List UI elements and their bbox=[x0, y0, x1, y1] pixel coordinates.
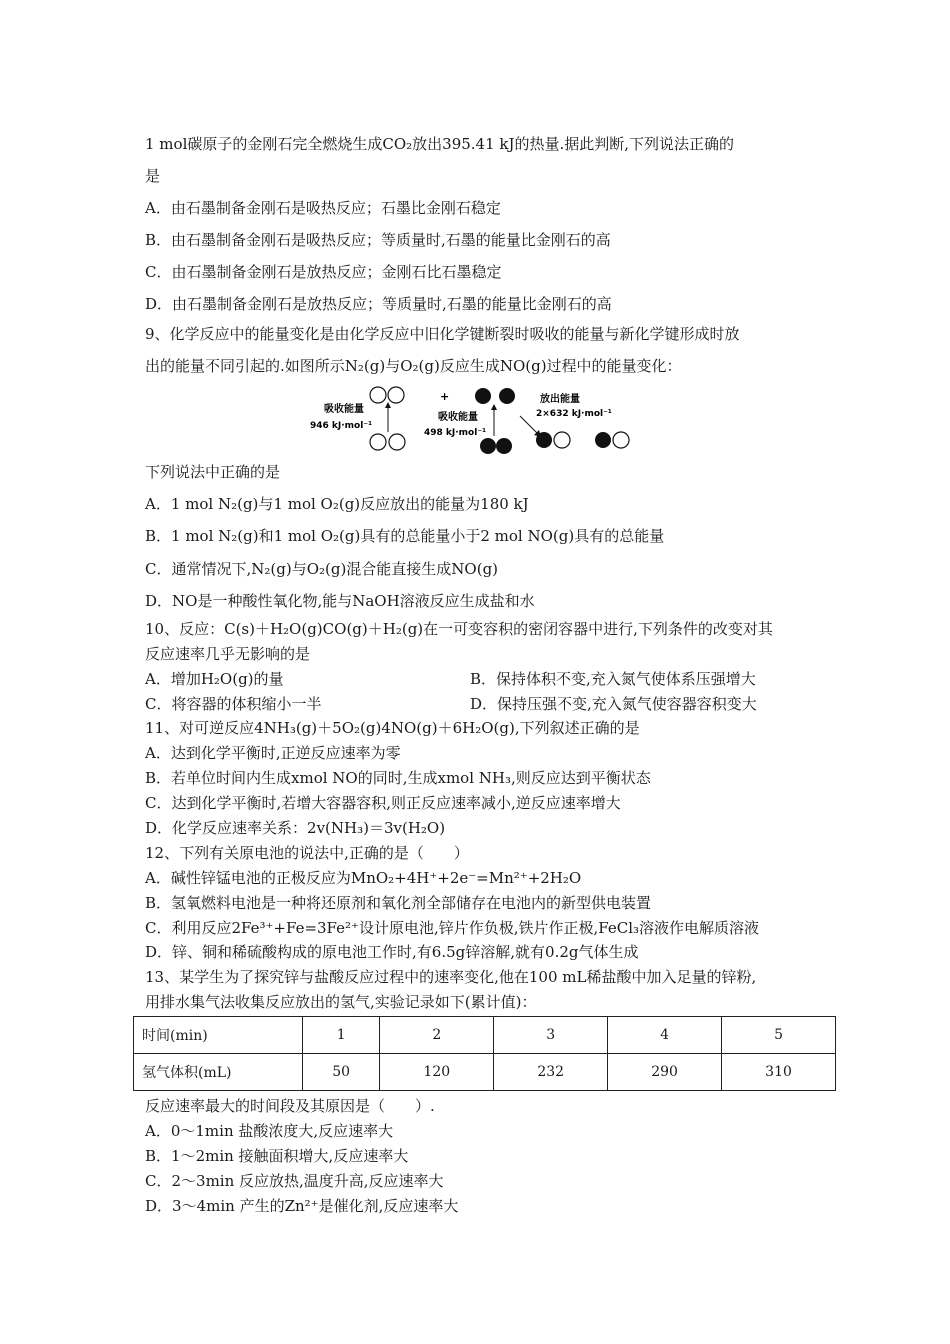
no2-o-atom bbox=[595, 432, 611, 448]
q8-option-c: C．由石墨制备金刚石是放热反应；金刚石比石墨稳定 bbox=[145, 263, 502, 281]
volume-header: 氢气体积(mL) bbox=[134, 1054, 303, 1091]
q13-option-d: D．3～4min 产生的Zn²⁺是催化剂,反应速率大 bbox=[145, 1197, 459, 1215]
absorb2-label: 吸收能量 bbox=[438, 412, 478, 423]
table-cell: 2 bbox=[380, 1017, 494, 1054]
o-atom-top-left bbox=[475, 388, 491, 404]
hydrogen-volume-table bbox=[133, 1016, 836, 1091]
q11-option-c: C．达到化学平衡时,若增大容器容积,则正反应速率减小,逆反应速率增大 bbox=[145, 794, 621, 812]
q9-option-a: A．1 mol N₂(g)与1 mol O₂(g)反应放出的能量为180 kJ bbox=[145, 495, 529, 513]
o-atom-bottom-right bbox=[496, 438, 512, 454]
q11-stem: 11、对可逆反应4NH₃(g)＋5O₂(g)4NO(g)＋6H₂O(g),下列叙述正确的是 bbox=[145, 719, 640, 737]
q9-option-c: C．通常情况下,N₂(g)与O₂(g)混合能直接生成NO(g) bbox=[145, 560, 499, 578]
q13-question: 反应速率最大的时间段及其原因是（ ）. bbox=[145, 1097, 435, 1115]
q8-option-b: B．由石墨制备金刚石是吸热反应；等质量时,石墨的能量比金刚石的高 bbox=[145, 231, 611, 249]
n-atom-top-right bbox=[388, 387, 404, 403]
q11-option-a: A．达到化学平衡时,正逆反应速率为零 bbox=[145, 744, 401, 762]
q13-stem-line1: 13、某学生为了探究锌与盐酸反应过程中的速率变化,他在100 mL稀盐酸中加入足量的锌粉, bbox=[145, 968, 757, 986]
table-cell: 3 bbox=[494, 1017, 608, 1054]
q10-stem-line1: 10、反应：C(s)＋H₂O(g)CO(g)＋H₂(g)在一可变容积的密闭容器中进行,下列条件的改变对其 bbox=[145, 620, 773, 638]
n-atom-bottom-right bbox=[389, 434, 405, 450]
table-cell: 120 bbox=[380, 1054, 494, 1091]
o-atom-bottom-left bbox=[480, 438, 496, 454]
q13-option-b: B．1～2min 接触面积增大,反应速率大 bbox=[145, 1147, 409, 1165]
table-cell: 232 bbox=[494, 1054, 608, 1091]
release-value: 2×632 kJ·mol⁻¹ bbox=[536, 409, 612, 419]
n-atom-top-left bbox=[370, 387, 386, 403]
q9-option-b: B．1 mol N₂(g)和1 mol O₂(g)具有的总能量小于2 mol NO(g)具有的总能量 bbox=[145, 527, 665, 545]
q8-stem-line2: 是 bbox=[145, 167, 161, 185]
time-header: 时间(min) bbox=[134, 1017, 303, 1054]
q12-stem: 12、下列有关原电池的说法中,正确的是（ ） bbox=[145, 844, 469, 862]
no1-o-atom bbox=[536, 432, 552, 448]
q10-option-c: C．将容器的体积缩小一半 bbox=[145, 695, 322, 713]
q10-option-b: B．保持体积不变,充入氮气使体系压强增大 bbox=[470, 670, 756, 688]
q13-stem-line2: 用排水集气法收集反应放出的氢气,实验记录如下(累计值)： bbox=[145, 993, 537, 1011]
release-label: 放出能量 bbox=[540, 394, 580, 405]
q9-option-d: D．NO是一种酸性氧化物,能与NaOH溶液反应生成盐和水 bbox=[145, 592, 535, 610]
q9-stem-line1: 9、化学反应中的能量变化是由化学反应中旧化学键断裂时吸收的能量与新化学键形成时放 bbox=[145, 325, 740, 343]
q8-stem-line1: 1 mol碳原子的金刚石完全燃烧生成CO₂放出395.41 kJ的热量.据此判断,下列说法正确的 bbox=[145, 135, 735, 153]
q9-question: 下列说法中正确的是 bbox=[145, 463, 281, 481]
plus-sign: + bbox=[440, 390, 450, 403]
n-atom-bottom-left bbox=[370, 434, 386, 450]
table-cell: 310 bbox=[722, 1054, 836, 1091]
no2-n-atom bbox=[613, 432, 629, 448]
table-row bbox=[134, 1054, 836, 1091]
absorb1-label: 吸收能量 bbox=[324, 404, 364, 415]
q8-option-a: A．由石墨制备金刚石是吸热反应；石墨比金刚石稳定 bbox=[145, 199, 501, 217]
q12-option-a: A．碱性锌锰电池的正极反应为MnO₂+4H⁺+2e⁻=Mn²⁺+2H₂O bbox=[145, 869, 582, 887]
table-cell: 290 bbox=[608, 1054, 722, 1091]
q13-option-a: A．0～1min 盐酸浓度大,反应速率大 bbox=[145, 1122, 394, 1140]
q12-option-c: C．利用反应2Fe³⁺+Fe=3Fe²⁺设计原电池,锌片作负极,铁片作正极,FeCl₃溶液作电解质溶液 bbox=[145, 919, 760, 937]
q10-option-a: A．增加H₂O(g)的量 bbox=[145, 670, 284, 688]
no1-n-atom bbox=[554, 432, 570, 448]
q11-option-d: D．化学反应速率关系：2v(NH₃)＝3v(H₂O) bbox=[145, 819, 446, 837]
q12-option-d: D．锌、铜和稀硫酸构成的原电池工作时,有6.5g锌溶解,就有0.2g气体生成 bbox=[145, 943, 639, 961]
table-cell: 50 bbox=[303, 1054, 380, 1091]
q12-option-b: B．氢氧燃料电池是一种将还原剂和氧化剂全部储存在电池内的新型供电装置 bbox=[145, 894, 652, 912]
q10-stem-line2: 反应速率几乎无影响的是 bbox=[145, 645, 311, 663]
q11-option-b: B．若单位时间内生成xmol NO的同时,生成xmol NH₃,则反应达到平衡状态 bbox=[145, 769, 651, 787]
table-row bbox=[134, 1017, 836, 1054]
q8-option-d: D．由石墨制备金刚石是放热反应；等质量时,石墨的能量比金刚石的高 bbox=[145, 295, 612, 313]
q13-option-c: C．2～3min 反应放热,温度升高,反应速率大 bbox=[145, 1172, 444, 1190]
q10-option-d: D．保持压强不变,充入氮气使容器容积变大 bbox=[470, 695, 757, 713]
table-cell: 1 bbox=[303, 1017, 380, 1054]
o-atom-top-right bbox=[499, 388, 515, 404]
table-cell: 4 bbox=[608, 1017, 722, 1054]
q9-stem-line2: 出的能量不同引起的.如图所示N₂(g)与O₂(g)反应生成NO(g)过程中的能量变化： bbox=[145, 357, 682, 375]
bond-energy-diagram bbox=[308, 386, 638, 460]
table-cell: 5 bbox=[722, 1017, 836, 1054]
absorb1-value: 946 kJ·mol⁻¹ bbox=[310, 421, 373, 431]
absorb2-value: 498 kJ·mol⁻¹ bbox=[424, 428, 487, 438]
